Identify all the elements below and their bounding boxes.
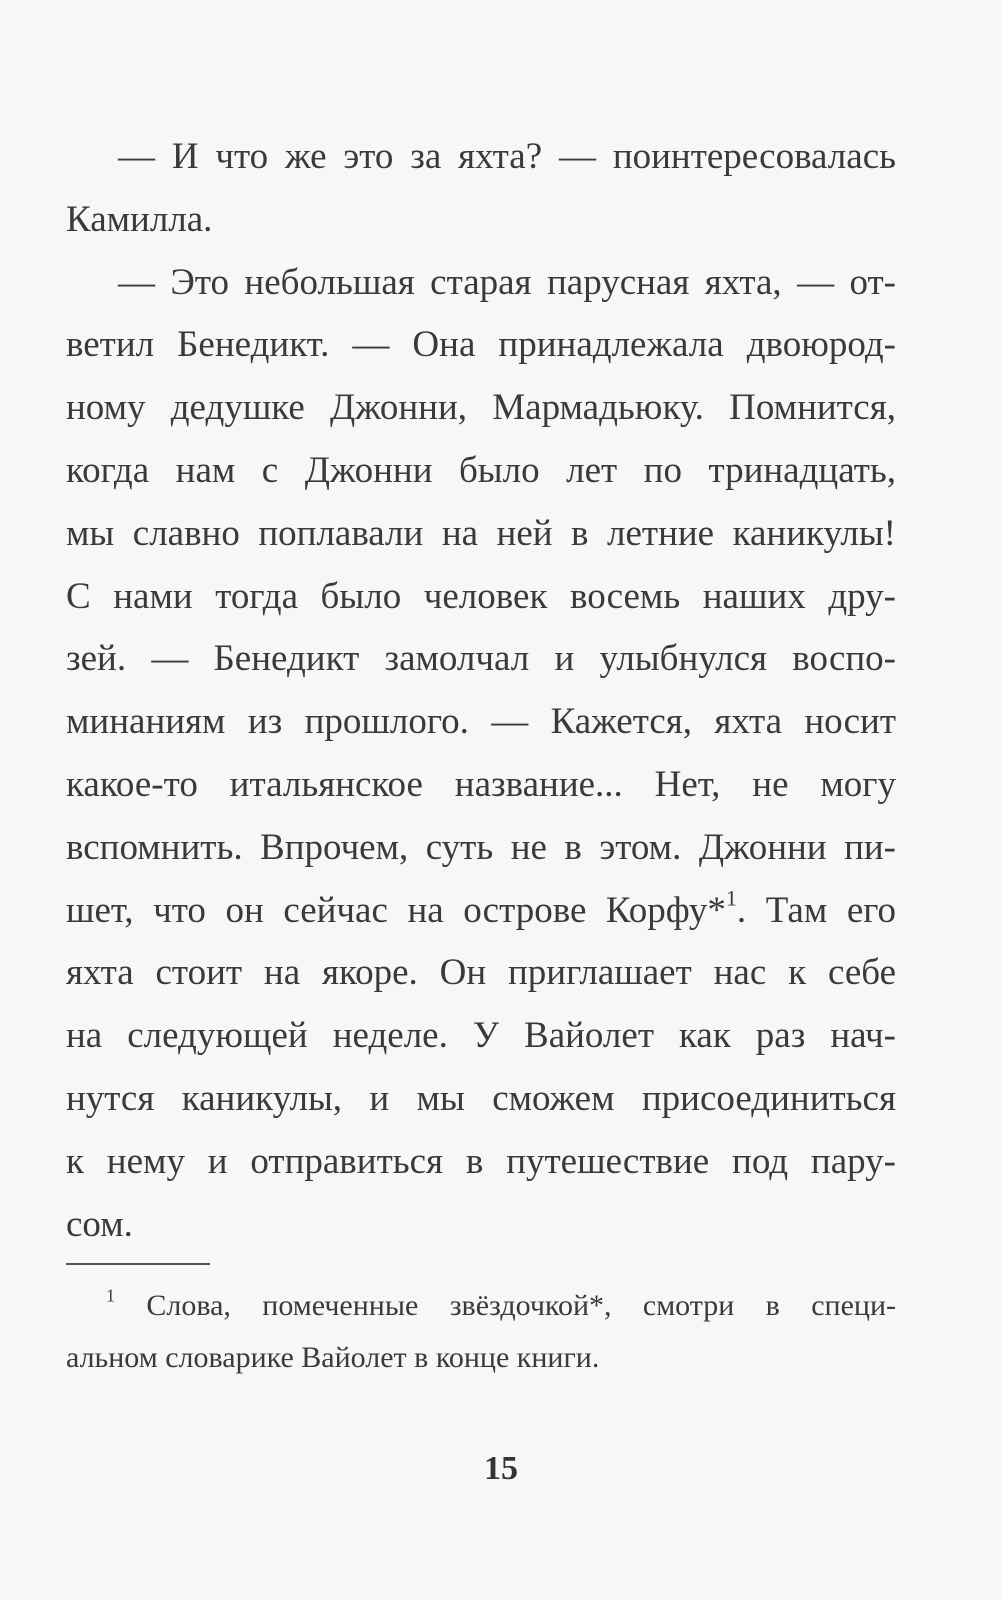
text-line: мы славно поплавали на ней в летние каникулы! <box>66 512 896 554</box>
footnote-line: альном словарике Вайолет в конце книги. <box>66 1341 600 1374</box>
text-line: ветил Бенедикт. — Она принадлежала двоюрод- <box>66 324 896 366</box>
text-line: нутся каникулы, и мы сможем присоединиться <box>66 1077 896 1119</box>
footnote-divider <box>66 1263 210 1265</box>
text-line: — Это небольшая старая парусная яхта, — от- <box>118 261 896 303</box>
text-line: — И что же это за яхта? — поинтересовалась <box>118 136 896 177</box>
text-line: Камилла. <box>66 198 213 240</box>
text-line: ному дедушке Джонни, Мармадьюку. Помнится, <box>66 387 896 429</box>
footnote-ref: 1 <box>725 884 737 910</box>
footnote-marker: 1 <box>106 1285 115 1306</box>
footnote <box>66 1280 896 1384</box>
text-line: С нами тогда было человек восемь наших дру- <box>66 575 896 617</box>
page-number: 15 <box>484 1450 518 1487</box>
text-line <box>66 880 896 943</box>
text-line: сом. <box>66 1203 133 1245</box>
footnote-line <box>66 1280 896 1332</box>
text-line-tail: . Там его <box>736 889 896 931</box>
text-line: минаниям из прошлого. — Кажется, яхта носит <box>66 701 896 743</box>
body-text <box>66 126 896 1256</box>
text-line: когда нам с Джонни было лет по тринадцать, <box>66 449 896 491</box>
footnote-text: Слова, помеченные звёздочкой*, смотри в специ- <box>115 1289 896 1322</box>
text-line: какое-то итальянское название... Нет, не могу <box>66 763 896 805</box>
text-line: зей. — Бенедикт замолчал и улыбнулся воспо- <box>66 638 896 680</box>
text-line: яхта стоит на якоре. Он приглашает нас к себе <box>66 952 896 994</box>
text-line: к нему и отправиться в путешествие под пару- <box>66 1140 896 1182</box>
text-line: вспомнить. Впрочем, суть не в этом. Джонни пи- <box>66 826 896 868</box>
text-line: на следующей неделе. У Вайолет как раз нач- <box>66 1015 896 1057</box>
text-line-head: шет, что он сейчас на острове Корфу* <box>66 889 726 931</box>
